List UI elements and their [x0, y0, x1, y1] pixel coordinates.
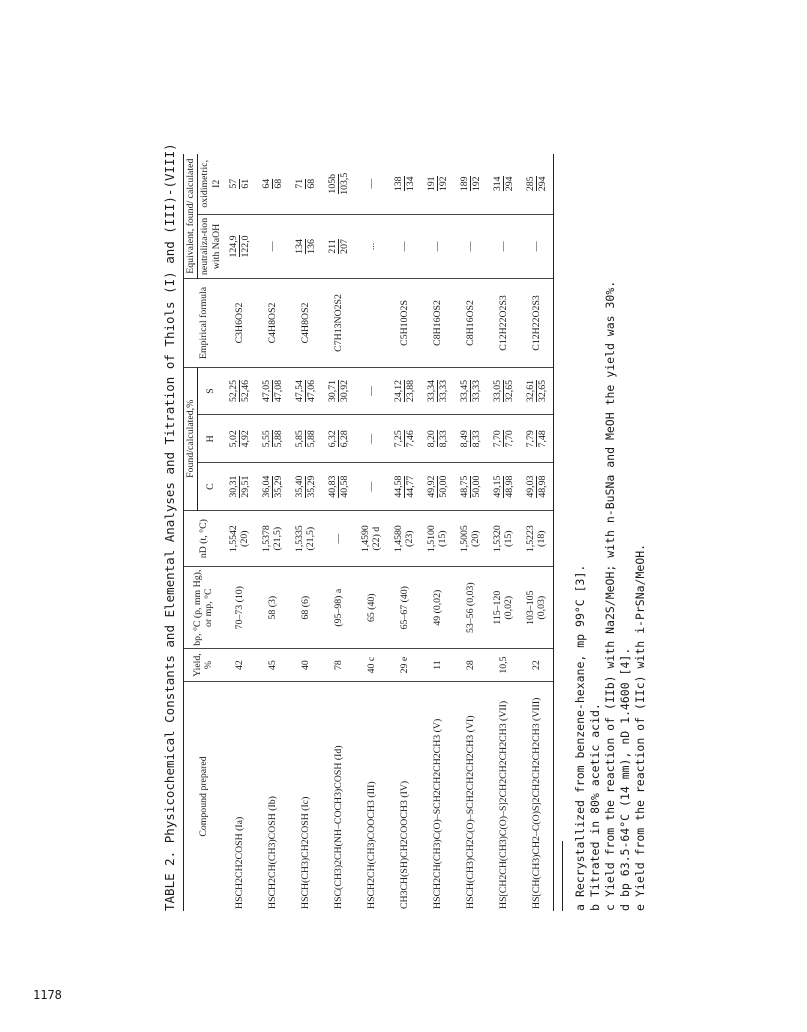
cell-bp-text: 49 (0,02)	[431, 589, 443, 626]
cell-oxid-line: 64	[260, 178, 272, 189]
cell-neutral-line: 136	[305, 239, 317, 254]
cell-formula-text: C3H6OS2	[233, 302, 245, 344]
cell-s	[289, 367, 322, 415]
cell-h-line: 5,55	[260, 430, 272, 448]
cell-c-line: —	[365, 481, 377, 492]
cell-oxid-line: 61	[239, 178, 251, 189]
cell-s-line: 32,65	[536, 379, 548, 402]
header-h: H	[198, 415, 223, 463]
cell-bp-text: 65 (40)	[365, 593, 377, 622]
cell-compound-text: HSCH2CH(CH3)COSH (Ib)	[266, 796, 278, 909]
table-row	[388, 154, 421, 911]
cell-yield-text: 10,5	[497, 656, 509, 674]
footnote-rule	[562, 841, 563, 911]
cell-formula	[421, 279, 454, 367]
cell-nd	[355, 510, 388, 566]
table-row	[487, 154, 520, 911]
cell-formula	[256, 279, 289, 367]
cell-h-line: 7,46	[404, 430, 416, 448]
cell-nd	[289, 510, 322, 566]
cell-oxid-line: 294	[503, 176, 515, 192]
cell-formula	[355, 279, 388, 367]
cell-oxid	[421, 154, 454, 214]
cell-neutral-line: —	[431, 241, 443, 252]
cell-oxid-line: 68	[272, 178, 284, 189]
cell-compound-text: HS[CH(CH3)CH2–C(O)S]2CH2CH2CH2CH3 (VIII)	[530, 697, 542, 909]
table-caption: TABLE 2. Physicochemical Constants and Elemental Analyses and Titration of Thiols (I) and (III)-(VIII)	[162, 143, 177, 911]
cell-s-line: 33,45	[458, 379, 470, 402]
cell-yield-text: 40 c	[365, 656, 377, 674]
cell-nd-line: —	[332, 533, 344, 544]
table-row	[454, 154, 487, 911]
cell-c-line: 49,92	[425, 475, 437, 498]
cell-compound-text: HSC(CH3)2CH(NH–COCH3)COSH (Id)	[332, 745, 344, 909]
cell-oxid-line: 285	[524, 176, 536, 192]
cell-c	[520, 463, 554, 511]
cell-formula-text: C5H10O2S	[398, 300, 410, 346]
header-equivalent: Equivalent, found/ calculated	[184, 154, 198, 279]
header-s: S	[198, 367, 223, 415]
cell-h-line: 8,49	[458, 430, 470, 448]
cell-neutral	[256, 214, 289, 279]
cell-nd-line: (22) d	[371, 526, 383, 551]
cell-oxid-line: 192	[437, 176, 449, 192]
cell-s	[322, 367, 355, 415]
footnote-item	[603, 151, 617, 911]
cell-bp	[487, 567, 520, 649]
cell-neutral	[520, 214, 554, 279]
cell-nd-line: 1,5335	[294, 525, 306, 553]
cell-yield-text: 78	[332, 660, 344, 670]
cell-oxid-line: 294	[536, 176, 548, 192]
cell-nd-line: 1,4580	[393, 525, 405, 553]
cell-h-line: 7,70	[503, 430, 515, 448]
cell-nd	[388, 510, 421, 566]
cell-c	[256, 463, 289, 511]
cell-bp-text: (95–98) a	[332, 588, 344, 627]
cell-h	[388, 415, 421, 463]
cell-s-line: 30,71	[326, 379, 338, 402]
cell-c	[454, 463, 487, 511]
cell-formula-text: C7H13NO2S2	[332, 294, 344, 352]
cell-formula	[289, 279, 322, 367]
cell-compound	[355, 682, 388, 911]
footnote-mark: a	[572, 904, 587, 911]
cell-h-line: —	[365, 433, 377, 444]
footnote-text: Recrystallized from benzene-hexane, mp 99°C [3].	[572, 564, 587, 897]
cell-bp	[388, 567, 421, 649]
cell-yield-text: 42	[233, 660, 245, 670]
cell-nd-line: (21,5)	[272, 526, 284, 551]
cell-yield-text: 22	[530, 660, 542, 670]
cell-compound	[388, 682, 421, 911]
cell-yield	[322, 649, 355, 682]
cell-nd	[487, 510, 520, 566]
cell-oxid-line: 192	[470, 176, 482, 192]
cell-neutral-line: —	[530, 241, 542, 252]
cell-yield-text: 29 e	[398, 656, 410, 674]
cell-h	[421, 415, 454, 463]
cell-s	[520, 367, 554, 415]
cell-nd	[256, 510, 289, 566]
cell-bp-line: (0,02)	[503, 595, 515, 620]
table-row	[223, 154, 256, 911]
cell-c-line: 35,29	[272, 475, 284, 498]
cell-neutral	[487, 214, 520, 279]
cell-formula	[223, 279, 256, 367]
cell-c-line: 30,31	[227, 475, 239, 498]
cell-neutral-line: ...	[365, 242, 377, 251]
cell-compound	[322, 682, 355, 911]
cell-formula	[322, 279, 355, 367]
cell-oxid-line: 105b	[326, 173, 338, 194]
cell-h	[355, 415, 388, 463]
footnote-mark: e	[632, 904, 647, 911]
cell-s-line: 32,65	[503, 379, 515, 402]
cell-formula-text: C12H22O2S3	[497, 295, 509, 351]
cell-s	[388, 367, 421, 415]
cell-nd-line: (20)	[239, 530, 251, 547]
cell-s-line: 33,33	[437, 379, 449, 402]
cell-h-line: 5,88	[305, 430, 317, 448]
cell-yield	[256, 649, 289, 682]
footnote-text: Yield from the reaction of (IIb) with Na2S/MeOH; with n-BuSNa and MeOH the yield was 30%.	[602, 280, 617, 897]
cell-s	[223, 367, 256, 415]
cell-yield	[487, 649, 520, 682]
header-c: C	[198, 463, 223, 511]
cell-yield-text: 40	[299, 660, 311, 670]
cell-s-line: 33,33	[470, 379, 482, 402]
cell-nd	[223, 510, 256, 566]
cell-oxid-line: —	[365, 178, 377, 189]
cell-h-line: 6,32	[326, 430, 338, 448]
cell-s-line: 32,61	[524, 379, 536, 402]
cell-oxid-line: 191	[425, 176, 437, 192]
cell-compound-text: HSCH2CH2COSH (Ia)	[233, 816, 245, 909]
cell-oxid-line: 189	[458, 176, 470, 192]
cell-neutral	[421, 214, 454, 279]
cell-neutral	[289, 214, 322, 279]
cell-c-line: 50,00	[470, 475, 482, 498]
cell-oxid	[388, 154, 421, 214]
cell-compound	[256, 682, 289, 911]
cell-c	[421, 463, 454, 511]
cell-c-line: 48,98	[503, 475, 515, 498]
cell-c	[487, 463, 520, 511]
cell-nd-line: 1,4590	[360, 525, 372, 553]
cell-h	[223, 415, 256, 463]
cell-h-line: 8,20	[425, 430, 437, 448]
cell-nd-line: 1,5378	[261, 525, 273, 553]
cell-c-line: 35,29	[305, 475, 317, 498]
cell-formula	[388, 279, 421, 367]
cell-nd-line: (21,5)	[305, 526, 317, 551]
cell-compound	[421, 682, 454, 911]
page-number: 1178	[33, 988, 62, 1002]
cell-formula-text: C8H16OS2	[464, 300, 476, 346]
cell-bp-text: 65–67 (40)	[398, 586, 410, 630]
cell-compound-text: HSCH(CH3)CH2COSH (Ic)	[299, 796, 311, 909]
cell-h	[289, 415, 322, 463]
cell-oxid	[322, 154, 355, 214]
cell-s	[256, 367, 289, 415]
cell-yield-text: 11	[431, 660, 443, 670]
cell-bp-text: 70–73 (10)	[233, 586, 245, 630]
cell-nd-line: (23)	[404, 530, 416, 547]
footnote-mark: b	[587, 904, 602, 911]
header-oxidimetric: oxidimetric, I2	[198, 154, 223, 214]
header-formula: Empirical formula	[184, 279, 223, 367]
rotated-table-page	[162, 143, 667, 911]
cell-h-line: 5,88	[272, 430, 284, 448]
cell-bp	[256, 567, 289, 649]
footnote-item	[588, 151, 602, 911]
cell-h-line: 5,02	[227, 430, 239, 448]
cell-c-line: 29,51	[239, 475, 251, 498]
cell-neutral-line: 207	[338, 239, 350, 254]
cell-compound-text: HS[CH2CH(CH3)C(O)–S]2CH2CH2CH2CH3 (VII)	[497, 700, 509, 909]
cell-s	[355, 367, 388, 415]
cell-formula-text: C12H22O2S3	[530, 295, 542, 351]
cell-neutral	[322, 214, 355, 279]
cell-c-line: 35,40	[293, 475, 305, 498]
cell-h-line: 5,85	[293, 430, 305, 448]
cell-h-line: 7,48	[536, 430, 548, 448]
cell-h-line: 4,92	[239, 430, 251, 448]
cell-h	[454, 415, 487, 463]
cell-yield	[289, 649, 322, 682]
cell-oxid-line: 103,5	[338, 172, 350, 195]
cell-oxid	[289, 154, 322, 214]
cell-neutral-line: 134	[293, 239, 305, 254]
cell-s-line: 23,88	[404, 379, 416, 402]
header-yield: Yield, %	[184, 649, 223, 682]
cell-nd-line: (15)	[503, 530, 515, 547]
cell-h	[322, 415, 355, 463]
cell-yield-text: 28	[464, 660, 476, 670]
cell-h	[520, 415, 554, 463]
cell-yield-text: 45	[266, 660, 278, 670]
cell-neutral-line: —	[398, 241, 410, 252]
cell-nd	[322, 510, 355, 566]
cell-s-line: 47,06	[305, 379, 317, 402]
cell-bp-line: 115–120	[492, 590, 504, 625]
cell-bp	[421, 567, 454, 649]
cell-oxid	[454, 154, 487, 214]
cell-s-line: 33,05	[491, 379, 503, 402]
table-body	[223, 154, 554, 911]
cell-s-line: 47,54	[293, 379, 305, 402]
cell-neutral	[355, 214, 388, 279]
cell-yield	[421, 649, 454, 682]
cell-h-line: 7,70	[491, 430, 503, 448]
cell-c-line: 48,75	[458, 475, 470, 498]
header-nd: nD (t, °C)	[184, 510, 223, 566]
cell-s	[421, 367, 454, 415]
cell-formula-text: C8H16OS2	[431, 300, 443, 346]
cell-nd-line: 1,5005	[459, 525, 471, 553]
cell-neutral-line: —	[266, 241, 278, 252]
cell-formula-text: C4H8OS2	[266, 302, 278, 344]
cell-neutral	[223, 214, 256, 279]
cell-c-line: 49,03	[524, 475, 536, 498]
footnote-text: Titrated in 80% acetic acid.	[587, 703, 602, 897]
cell-c	[223, 463, 256, 511]
header-neutralization: neutraliza-tion with NaOH	[198, 214, 223, 279]
cell-compound-text: HSCH(CH3)CH2C(O)–SCH2CH2CH2CH3 (VI)	[464, 715, 476, 909]
cell-compound-text: HSCH2CH(CH3)COOCH3 (III)	[365, 781, 377, 909]
cell-compound	[454, 682, 487, 911]
cell-c-line: 40,58	[338, 475, 350, 498]
cell-h	[256, 415, 289, 463]
footnote-item	[633, 151, 647, 911]
cell-h-line: 7,79	[524, 430, 536, 448]
cell-nd-line: (20)	[470, 530, 482, 547]
cell-nd-line: 1,5100	[426, 525, 438, 553]
footnote-mark: d	[617, 904, 632, 911]
cell-formula	[520, 279, 554, 367]
cell-nd-line: (18)	[536, 530, 548, 547]
cell-c	[289, 463, 322, 511]
cell-yield	[223, 649, 256, 682]
cell-bp-text: 68 (6)	[299, 595, 311, 620]
cell-h	[487, 415, 520, 463]
cell-oxid	[355, 154, 388, 214]
cell-c-line: 50,00	[437, 475, 449, 498]
cell-nd	[454, 510, 487, 566]
cell-compound	[487, 682, 520, 911]
cell-bp-line: (0,03)	[536, 595, 548, 620]
cell-nd-line: 1,5542	[228, 525, 240, 553]
cell-c-line: 44,77	[404, 475, 416, 498]
header-bp: bp, °C (p, mm Hg), or mp, °C	[184, 567, 223, 649]
cell-bp-text: 53–56 (0,03)	[464, 582, 476, 634]
table-row	[520, 154, 554, 911]
cell-oxid-line: 134	[404, 176, 416, 192]
cell-c-line: 36,04	[260, 475, 272, 498]
cell-c-line: 40,83	[326, 475, 338, 498]
cell-yield	[520, 649, 554, 682]
cell-neutral-line: 124,9	[227, 235, 239, 258]
cell-neutral-line: —	[497, 241, 509, 252]
cell-s-line: —	[365, 386, 377, 396]
cell-c	[322, 463, 355, 511]
cell-nd-line: (15)	[437, 530, 449, 547]
cell-oxid	[520, 154, 554, 214]
cell-neutral-line: 211	[326, 239, 338, 254]
cell-oxid	[487, 154, 520, 214]
cell-s	[454, 367, 487, 415]
cell-neutral-line: —	[464, 241, 476, 252]
table-row	[355, 154, 388, 911]
cell-c-line: 44,58	[392, 475, 404, 498]
cell-compound-text: CH3CH(SH)CH2COOCH3 (IV)	[398, 780, 410, 909]
header-compound: Compound prepared	[184, 682, 223, 911]
cell-oxid-line: 68	[305, 178, 317, 189]
cell-oxid-line: 314	[491, 176, 503, 192]
cell-formula	[454, 279, 487, 367]
cell-compound	[520, 682, 554, 911]
cell-s-line: 47,05	[260, 379, 272, 402]
cell-yield	[454, 649, 487, 682]
table-row	[289, 154, 322, 911]
cell-nd	[520, 510, 554, 566]
cell-c	[388, 463, 421, 511]
cell-bp-text: 58 (3)	[266, 595, 278, 620]
table-row	[322, 154, 355, 911]
cell-s-line: 24,12	[392, 379, 404, 402]
cell-c-line: 48,98	[536, 475, 548, 498]
cell-formula	[487, 279, 520, 367]
cell-bp	[520, 567, 554, 649]
cell-neutral	[454, 214, 487, 279]
cell-compound-text: HSCH2CH(CH3)C(O)–SCH2CH2CH2CH3 (V)	[431, 718, 443, 909]
cell-nd-line: 1,5223	[525, 525, 537, 553]
footnote-item	[618, 151, 632, 911]
cell-neutral-line: 122,0	[239, 235, 251, 258]
cell-bp	[355, 567, 388, 649]
footnote-mark: c	[602, 904, 617, 911]
cell-c-line: 49,15	[491, 475, 503, 498]
cell-formula-text: C4H8OS2	[299, 302, 311, 344]
cell-s-line: 52,46	[239, 379, 251, 402]
cell-bp	[289, 567, 322, 649]
cell-compound	[289, 682, 322, 911]
cell-oxid	[223, 154, 256, 214]
cell-oxid	[256, 154, 289, 214]
cell-neutral	[388, 214, 421, 279]
cell-s	[487, 367, 520, 415]
cell-oxid-line: 57	[227, 178, 239, 189]
cell-bp	[223, 567, 256, 649]
cell-h-line: 7,25	[392, 430, 404, 448]
cell-yield	[388, 649, 421, 682]
cell-c	[355, 463, 388, 511]
cell-yield	[355, 649, 388, 682]
cell-s-line: 30,92	[338, 379, 350, 402]
cell-oxid-line: 71	[293, 178, 305, 189]
footnotes	[573, 151, 647, 911]
cell-bp-line: 103–105	[525, 590, 537, 625]
cell-nd	[421, 510, 454, 566]
footnote-text: bp 63.5-64°C (14 mm), nD 1.4600 [4].	[617, 647, 632, 897]
footnote-text: Yield from the reaction of (IIc) with i-PrSNa/MeOH.	[632, 543, 647, 897]
data-table	[183, 154, 554, 911]
cell-h-line: 8,33	[470, 430, 482, 448]
cell-bp	[322, 567, 355, 649]
table-row	[256, 154, 289, 911]
cell-compound	[223, 682, 256, 911]
cell-bp	[454, 567, 487, 649]
cell-h-line: 8,33	[437, 430, 449, 448]
header-found-calculated: Found/calculated,%	[184, 367, 198, 510]
cell-s-line: 33,34	[425, 379, 437, 402]
footnote-item	[573, 151, 587, 911]
cell-h-line: 6,28	[338, 430, 350, 448]
table-row	[421, 154, 454, 911]
cell-s-line: 52,25	[227, 379, 239, 402]
cell-s-line: 47,08	[272, 379, 284, 402]
cell-oxid-line: 138	[392, 176, 404, 192]
cell-nd-line: 1,5320	[492, 525, 504, 553]
